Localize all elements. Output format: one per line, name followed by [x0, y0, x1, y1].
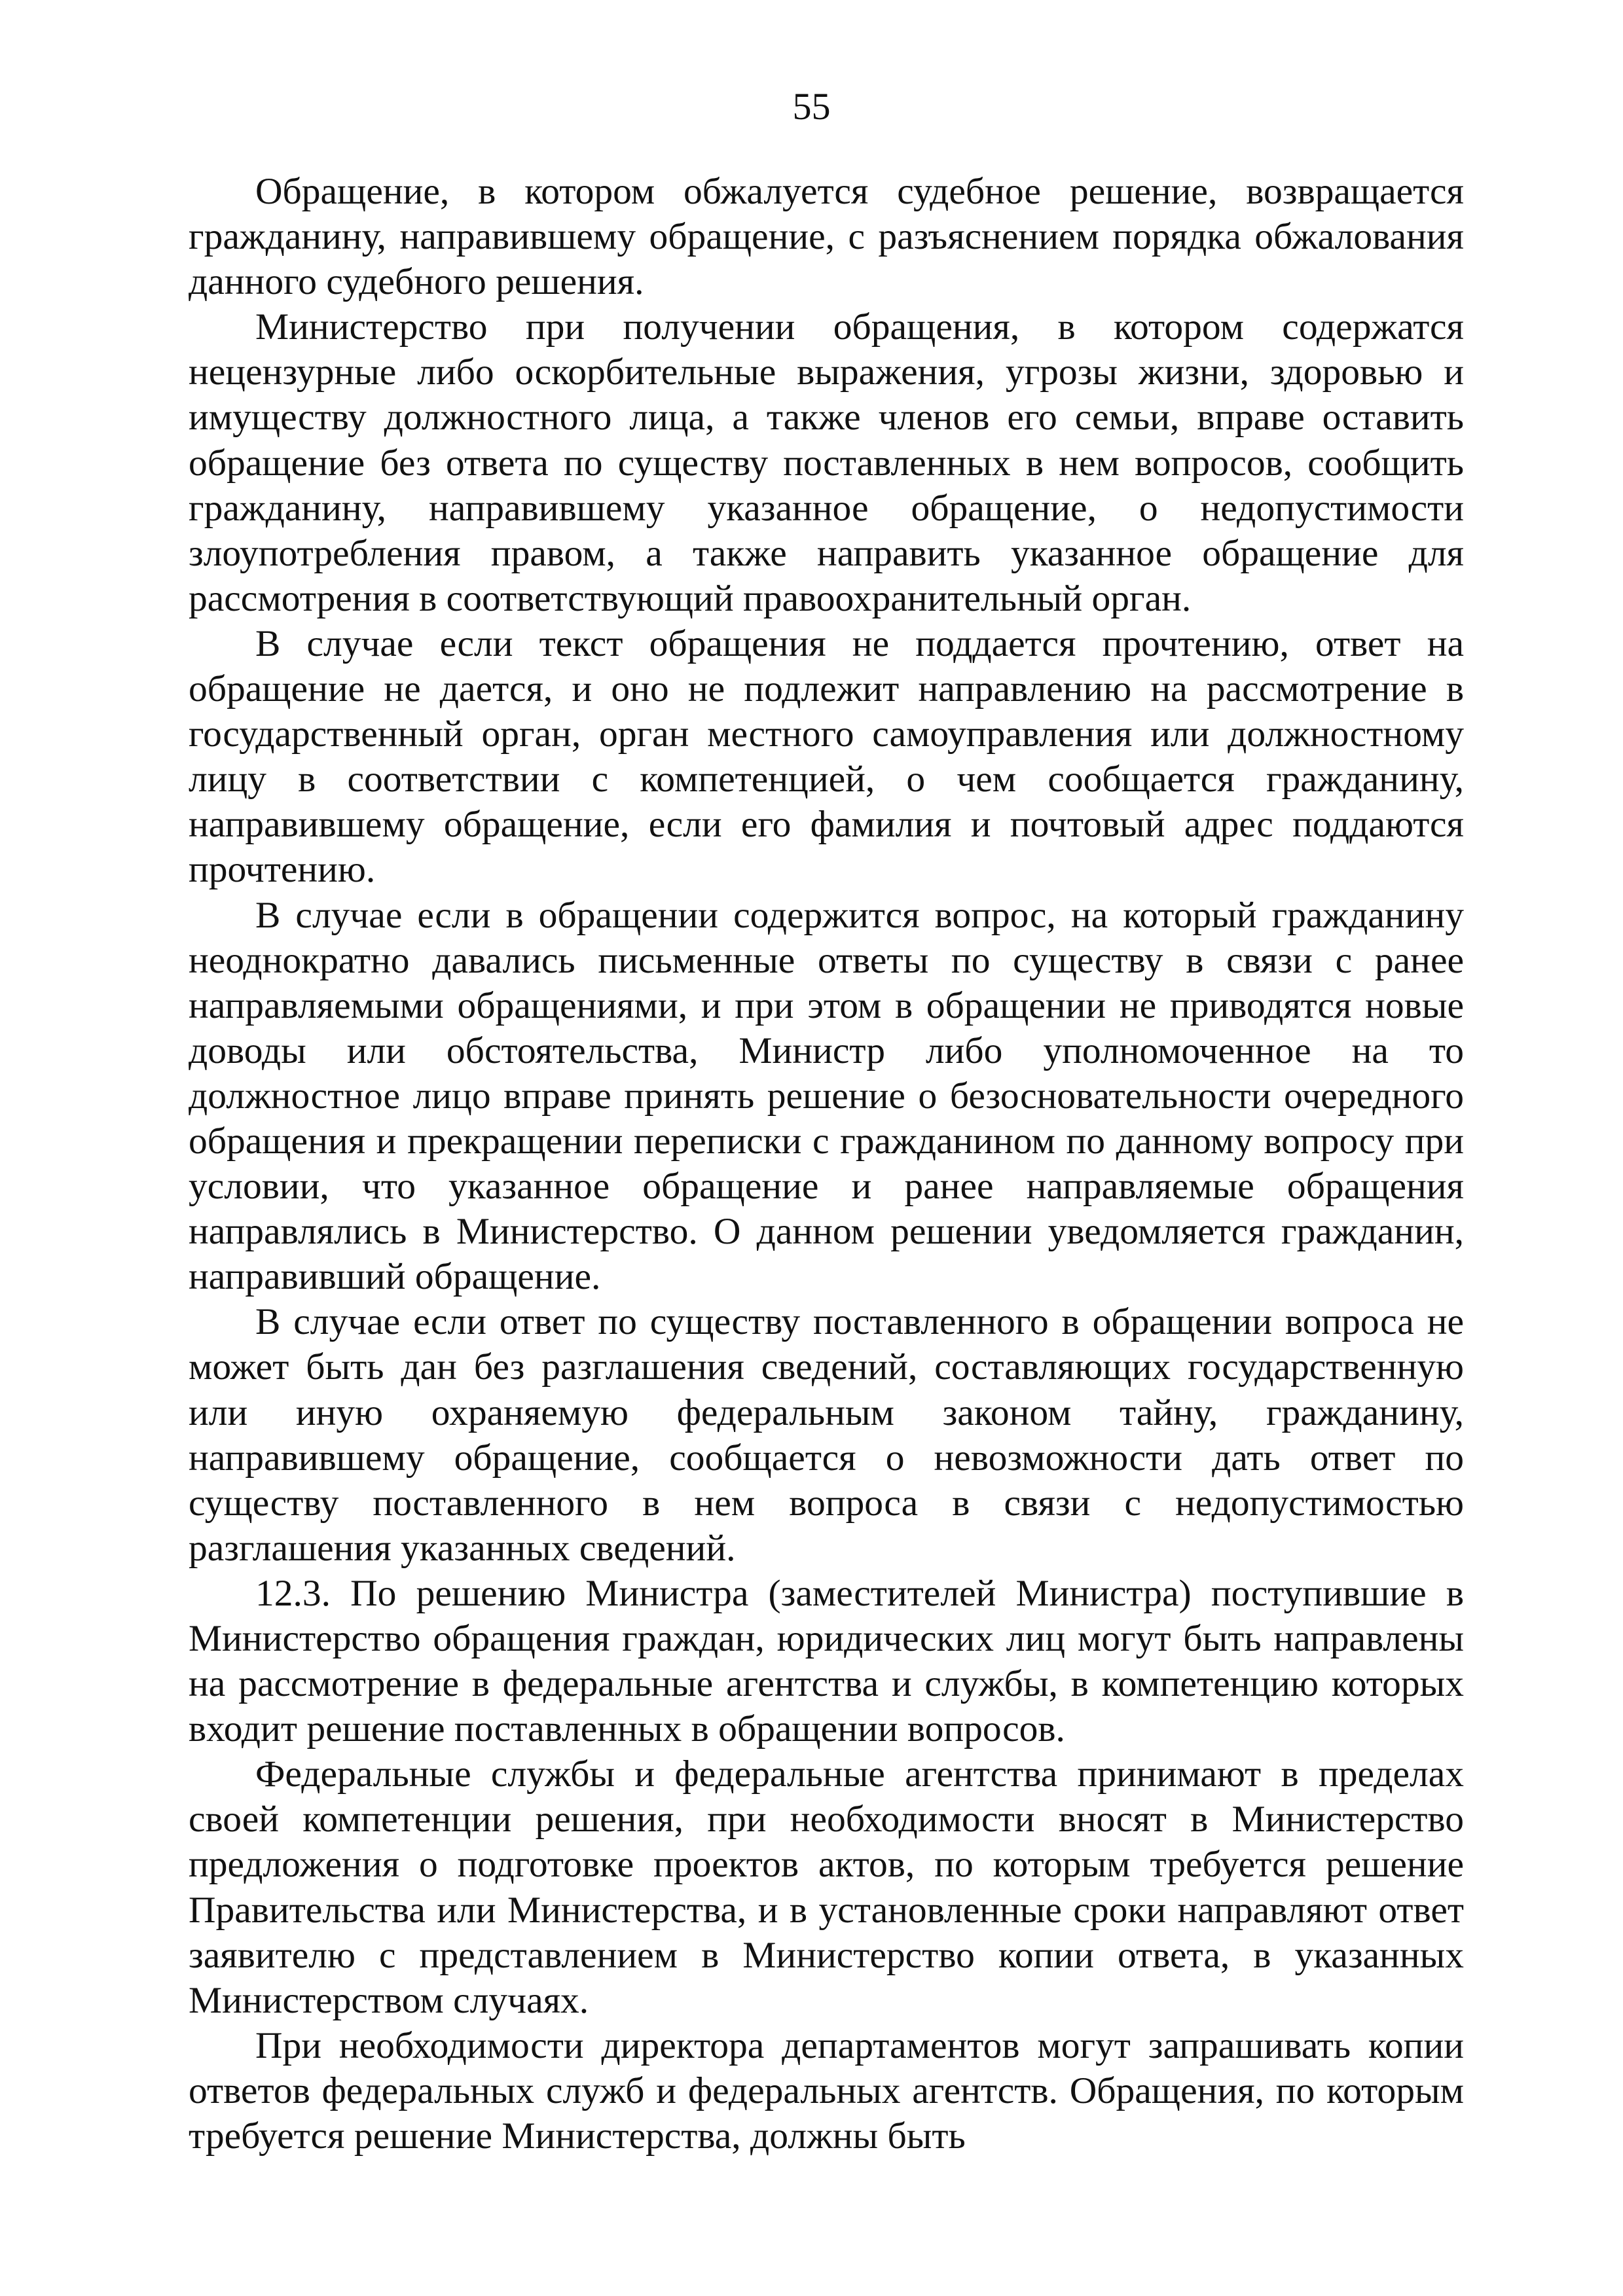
document-body — [189, 169, 1464, 2159]
paragraph-unreadable-text: В случае если текст обращения не поддается прочтению, ответ на обращение не дается, и оно не подлежит направлению на рассмотрение в государственный орган, орган местного самоуправления или должностному лицу в соответствии с компетенцией, о чем сообщается гражданину, направившему обращение, если его фамилия и почтовый адрес поддаются прочтению. — [189, 622, 1464, 891]
paragraph-clause-12-3: 12.3. По решению Министра (заместителей Министра) поступившие в Министерство обращения граждан, юридических лиц могут быть направлены на рассмотрение в федеральные агентства и службы, в компетенцию которых входит решение поставленных в обращении вопросов. — [189, 1572, 1464, 1750]
paragraph-repeated-question: В случае если в обращении содержится вопрос, на который гражданину неоднократно давались письменные ответы по существу в связи с ранее направляемыми обращениями, и при этом в обращении не приводятся новые доводы или обстоятельства, Министр либо уполномоченное на то должностное лицо вправе принять решение о безосновательности очередного обращения и прекращении переписки с гражданином по данному вопросу при условии, что указанное обращение и ранее направляемые обращения направлялись в Министерство. О данном решении уведомляется гражданин, направивший обращение. — [189, 894, 1464, 1298]
page-number: 55 — [792, 85, 831, 128]
paragraph-federal-services: Федеральные службы и федеральные агентства принимают в пределах своей компетенции решения, при необходимости вносят в Министерство предложения о подготовке проектов актов, по которым требуется решение Правительства или Министерства, и в установленные сроки направляют ответ заявителю с представлением в Министерство копии ответа, в указанных Министерством случаях. — [189, 1753, 1464, 2021]
paragraph-state-secret: В случае если ответ по существу поставленного в обращении вопроса не может быть дан без разглашения сведений, составляющих государственную или иную охраняемую федеральным законом тайну, гражданину, направившему обращение, сообщается о невозможности дать ответ по существу поставленного в нем вопроса в связи с недопустимостью разглашения указанных сведений. — [189, 1301, 1464, 1569]
paragraph-returned-court-decision: Обращение, в котором обжалуется судебное решение, возвращается гражданину, направившему обращение, с разъяснением порядка обжалования данного судебного решения. — [189, 171, 1464, 303]
paragraph-offensive-appeals: Министерство при получении обращения, в котором содержатся нецензурные либо оскорбительные выражения, угрозы жизни, здоровью и имуществу должностного лица, а также членов его семьи, вправе оставить обращение без ответа по существу поставленных в нем вопросов, сообщить гражданину, направившему указанное обращение, о недопустимости злоупотребления правом, а также направить указанное обращение для рассмотрения в соответствующий правоохранительный орган. — [189, 306, 1464, 619]
paragraph-department-directors: При необходимости директора департаментов могут запрашивать копии ответов федеральных служб и федеральных агентств. Обращения, по которым требуется решение Министерства, должны быть — [189, 2024, 1464, 2157]
